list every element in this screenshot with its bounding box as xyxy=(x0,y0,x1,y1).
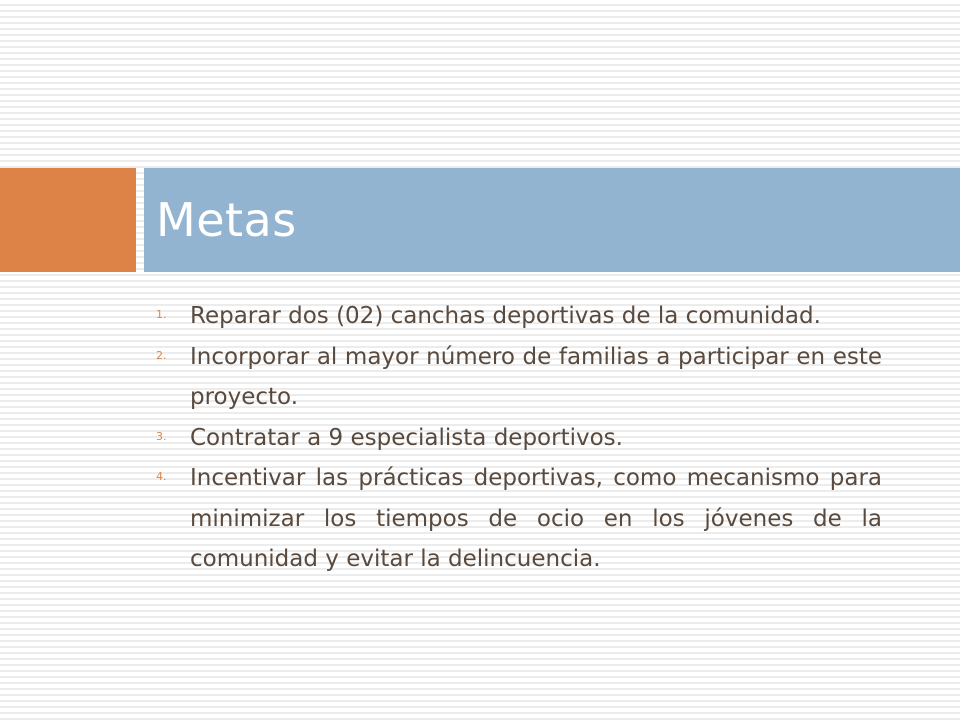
list-item-text: Incentivar las prácticas deportivas, como mecanismo para minimizar los tiempos de ocio en los jóvenes de la comunidad y evitar la delincuencia. xyxy=(190,465,882,572)
goal-list xyxy=(150,296,882,580)
list-item xyxy=(150,458,882,580)
list-item-number: 4. xyxy=(156,470,167,483)
slide-title: Metas xyxy=(156,193,297,247)
list-item-text: Contratar a 9 especialista deportivos. xyxy=(190,424,623,451)
list-item xyxy=(150,296,882,337)
list-item xyxy=(150,418,882,459)
list-item-number: 2. xyxy=(156,348,167,362)
accent-block xyxy=(0,168,136,272)
list-item-number: 3. xyxy=(156,429,167,443)
list-item-text: Reparar dos (02) canchas deportivas de la comunidad. xyxy=(190,303,821,329)
list-item-number: 1. xyxy=(156,308,167,321)
list-item-text: Incorporar al mayor número de familias a participar en este proyecto. xyxy=(190,343,882,410)
list-item xyxy=(150,337,882,418)
title-bar xyxy=(144,168,960,272)
